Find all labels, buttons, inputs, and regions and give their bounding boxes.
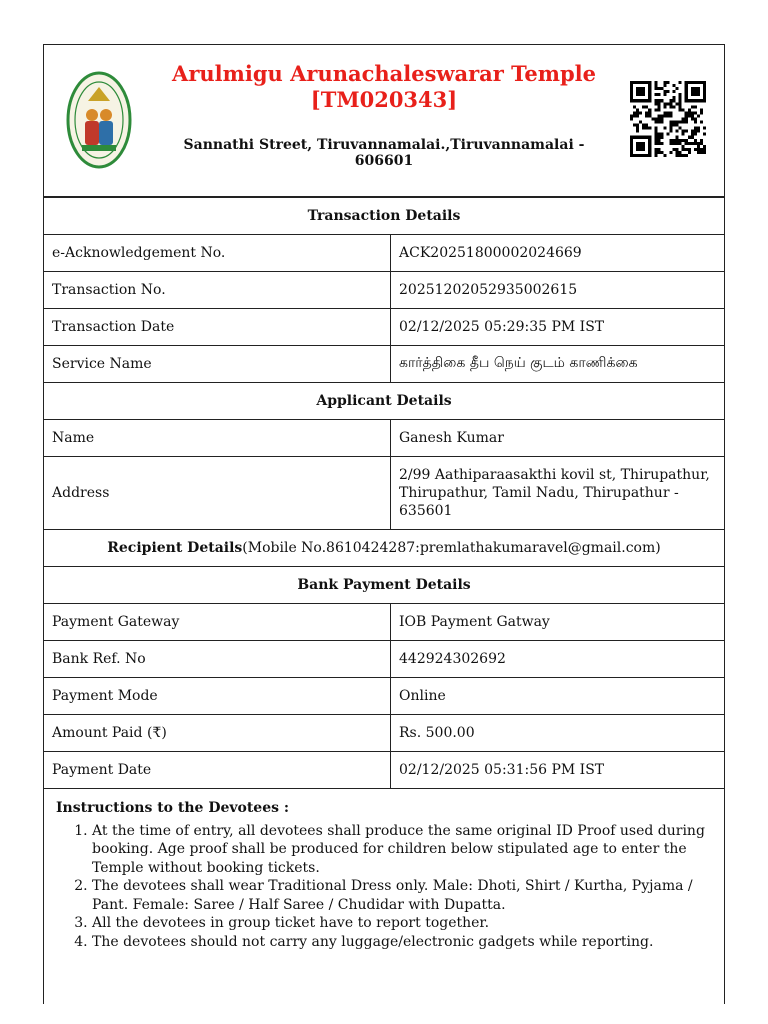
row-value: 2/99 Aathiparaasakthi kovil st, Thirupathur, Thirupathur, Tamil Nadu, Thirupathur - 635601: [391, 457, 725, 530]
section-heading-bank: [44, 567, 724, 604]
instructions: [44, 789, 724, 951]
row-label: Amount Paid (₹): [44, 715, 391, 752]
row-label: Address: [44, 457, 391, 530]
receipt-page: [43, 44, 725, 1004]
list-item: 2. The devotees shall wear Traditional Dress only. Male: Dhoti, Shirt / Kurtha, Pyjama / Pant. Female: Saree / Half Saree / Chudidar with Dupatta.: [92, 877, 712, 914]
table-row: [44, 604, 724, 641]
row-value: Online: [391, 678, 725, 715]
temple-logo: [66, 71, 132, 169]
list-item: 4. The devotees should not carry any luggage/electronic gadgets while reporting.: [92, 933, 712, 952]
row-value: Rs. 500.00: [391, 715, 725, 752]
list-item: 3. All the devotees in group ticket have to report together.: [92, 914, 712, 933]
row-value: 02/12/2025 05:31:56 PM IST: [391, 752, 725, 789]
temple-name: Arulmigu Arunachaleswarar Temple: [172, 61, 596, 86]
recipient-heading: Recipient Details: [107, 540, 243, 556]
row-value: 02/12/2025 05:29:35 PM IST: [391, 309, 725, 346]
row-value: Ganesh Kumar: [391, 420, 725, 457]
table-row: [44, 457, 724, 530]
table-row: [44, 641, 724, 678]
row-label: Name: [44, 420, 391, 457]
bank-heading: Bank Payment Details: [44, 567, 724, 604]
instructions-heading: Instructions to the Devotees :: [56, 800, 290, 816]
table-row: [44, 715, 724, 752]
recipient-cell: [44, 530, 724, 567]
row-label: e-Acknowledgement No.: [44, 235, 391, 272]
row-value: IOB Payment Gatway: [391, 604, 725, 641]
row-value: கார்த்திகை தீப நெய் குடம் காணிக்கை: [391, 346, 725, 383]
row-label: Transaction Date: [44, 309, 391, 346]
row-value: 20251202052935002615: [391, 272, 725, 309]
instructions-list: [56, 822, 712, 952]
table-row: [44, 346, 724, 383]
details-table: [44, 197, 724, 789]
list-item: 1. At the time of entry, all devotees shall produce the same original ID Proof used during booking. Age proof shall be produced for children below stipulated age to enter the Temple without booking tickets.: [92, 822, 712, 878]
row-label: Bank Ref. No: [44, 641, 391, 678]
section-heading-recipient: [44, 530, 724, 567]
section-heading-applicant: [44, 383, 724, 420]
table-row: [44, 420, 724, 457]
table-row: [44, 272, 724, 309]
recipient-detail: (Mobile No.8610424287:premlathakumaravel@gmail.com): [242, 540, 661, 556]
table-row: [44, 235, 724, 272]
row-value: 442924302692: [391, 641, 725, 678]
qr-code-icon: [630, 81, 706, 157]
table-row: [44, 309, 724, 346]
table-row: [44, 752, 724, 789]
row-label: Payment Mode: [44, 678, 391, 715]
temple-code: [TM020343]: [310, 87, 458, 112]
applicant-heading: Applicant Details: [44, 383, 724, 420]
row-value: ACK20251800002024669: [391, 235, 725, 272]
row-label: Payment Date: [44, 752, 391, 789]
transaction-heading: Transaction Details: [44, 198, 724, 235]
temple-address: Sannathi Street, Tiruvannamalai.,Tiruvannamalai - 606601: [183, 137, 585, 169]
section-heading-transaction: [44, 198, 724, 235]
temple-title: [154, 61, 614, 113]
receipt-header: [44, 45, 724, 197]
table-row: [44, 678, 724, 715]
row-label: Payment Gateway: [44, 604, 391, 641]
row-label: Transaction No.: [44, 272, 391, 309]
row-label: Service Name: [44, 346, 391, 383]
